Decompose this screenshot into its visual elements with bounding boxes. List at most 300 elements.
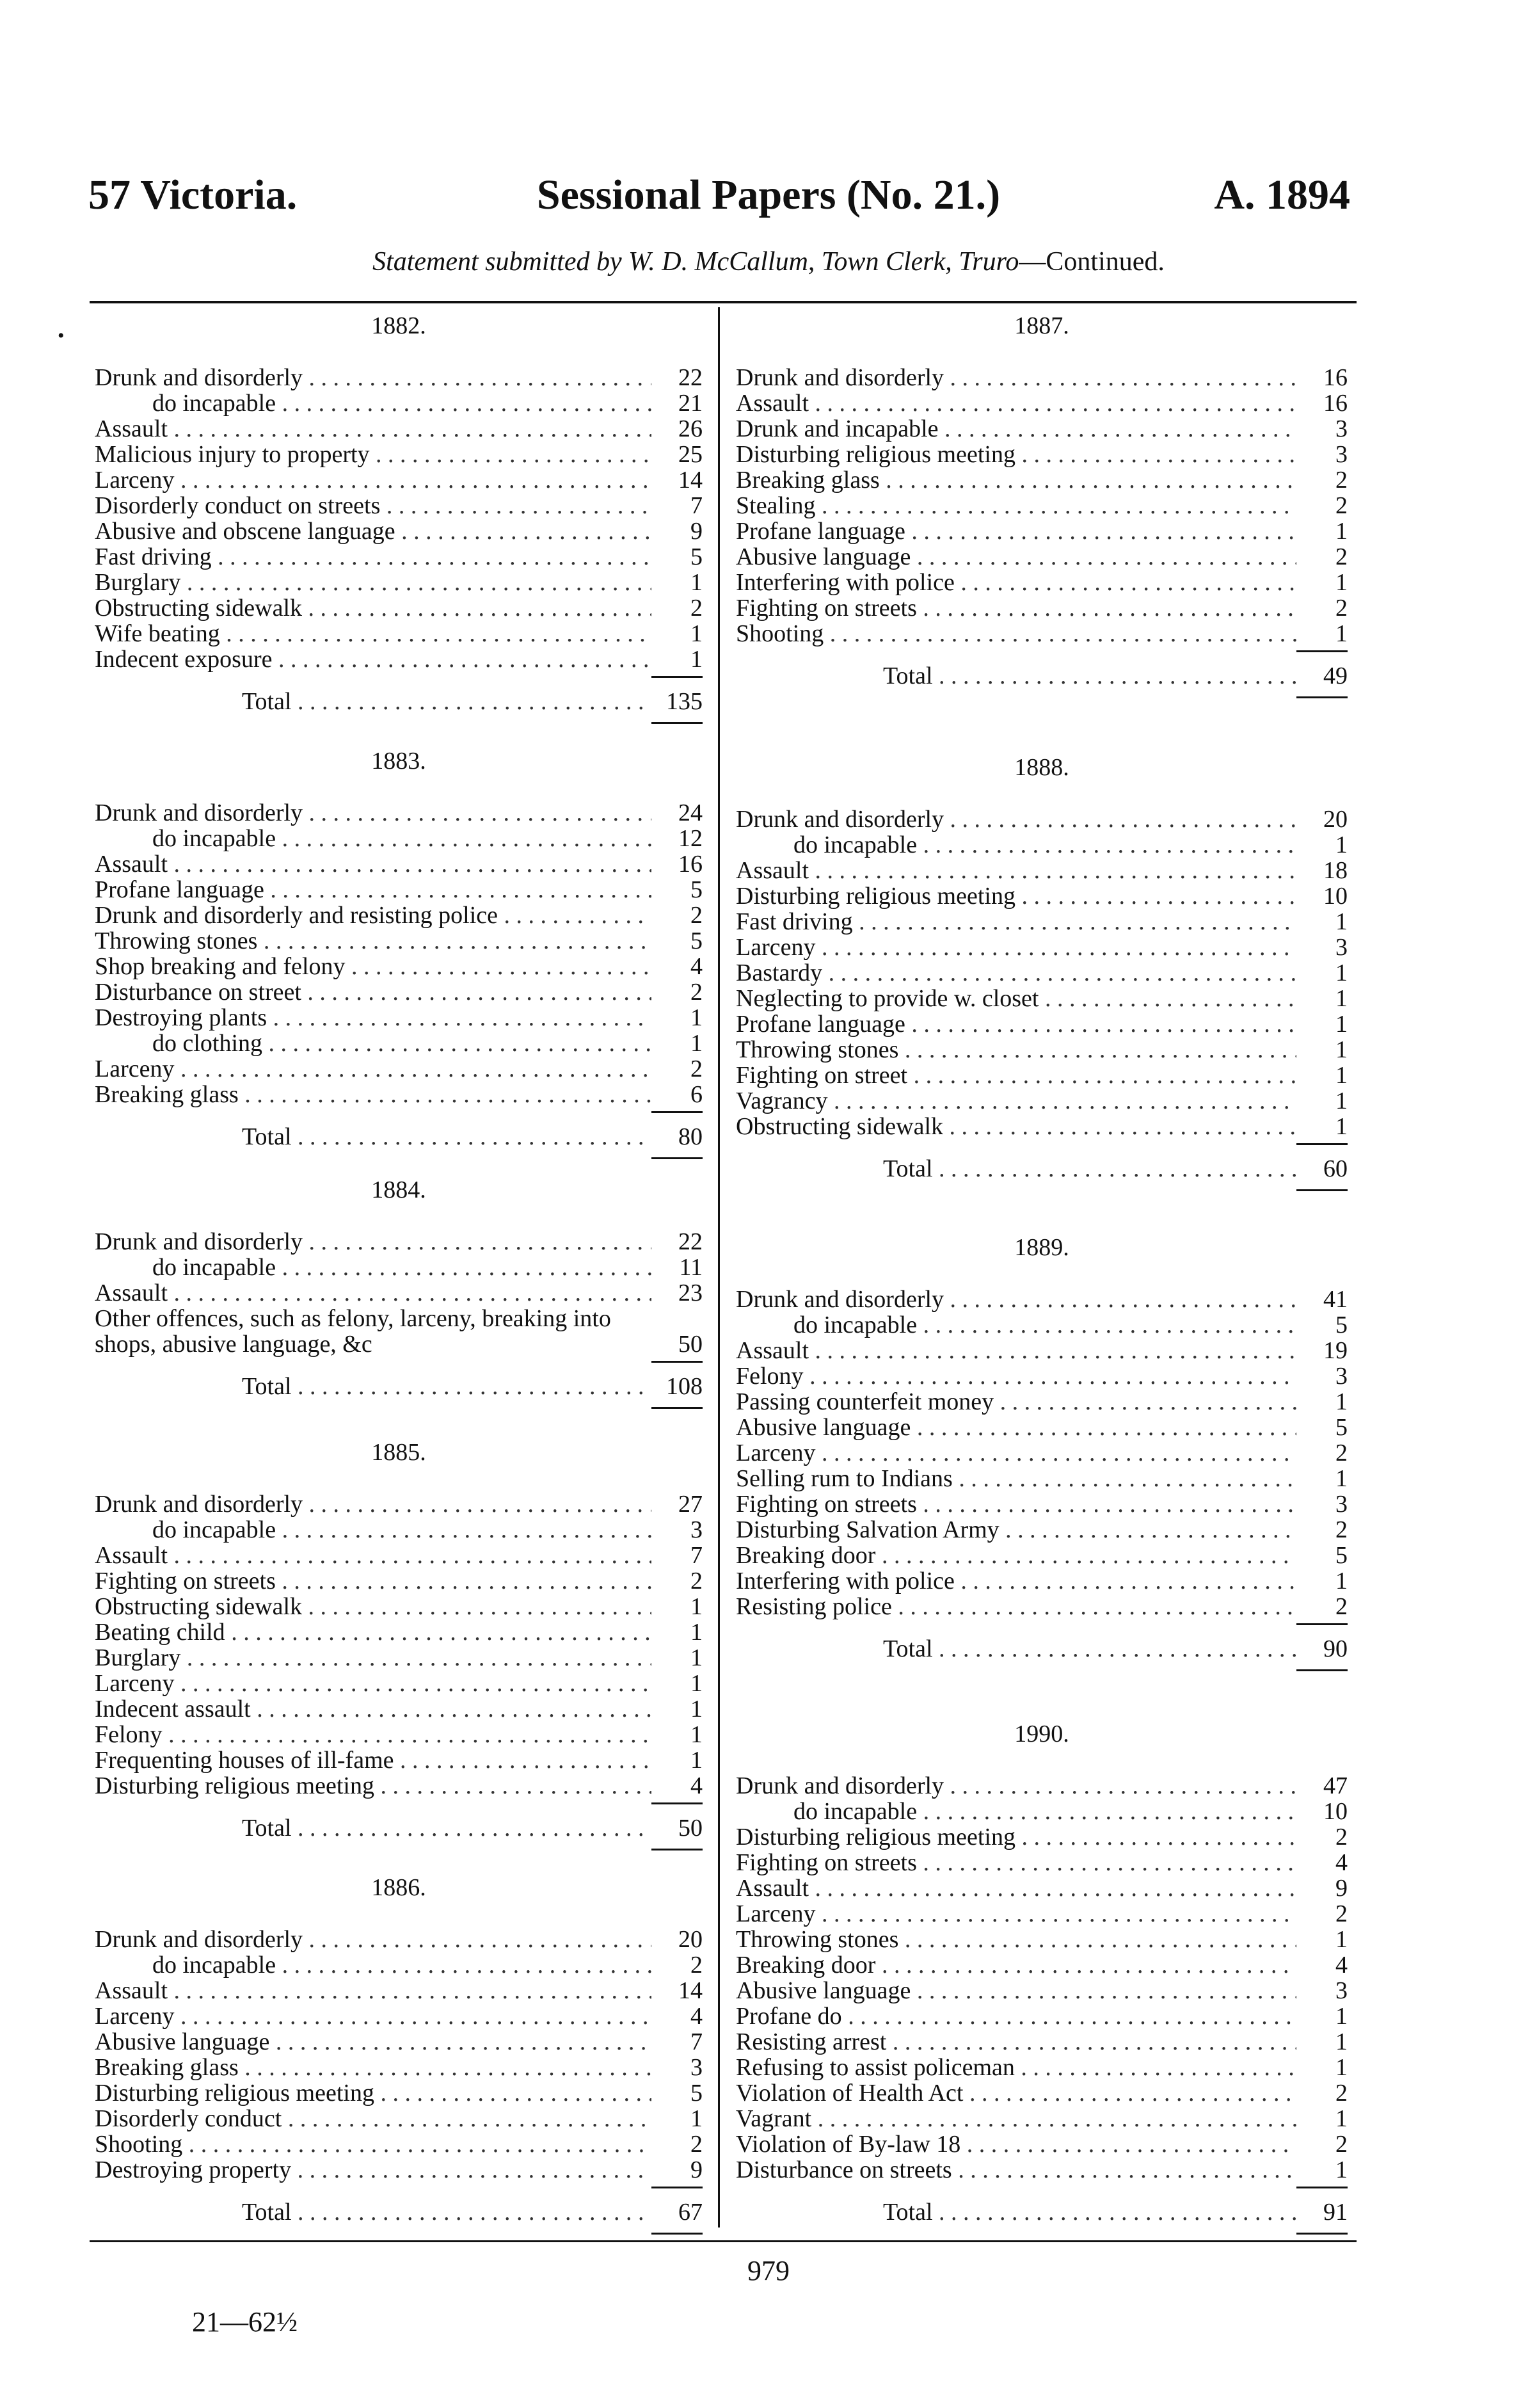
offence-row [95, 1773, 703, 1799]
offence-row [95, 1645, 703, 1671]
offence-row [736, 2080, 1348, 2106]
offence-label: Wife beating . . . [95, 621, 651, 646]
offence-label: Disturbing religious meeting . . . [736, 1824, 1296, 1850]
total-value: 135 [666, 689, 703, 714]
offence-row [95, 1568, 703, 1594]
offence-row [736, 1491, 1348, 1517]
offence-count: 2 [1335, 1901, 1348, 1927]
offence-count: 16 [1323, 365, 1348, 390]
offence-row [736, 1594, 1348, 1619]
offence-count: 2 [1335, 1824, 1348, 1850]
offence-label: Profane language . . . [95, 877, 651, 903]
offence-label: Obstructing sidewalk . . . [95, 595, 651, 621]
header-year: A. 1894 [1214, 172, 1350, 218]
offence-row [95, 2029, 703, 2055]
offence-row [736, 2157, 1348, 2183]
offence-count: 22 [678, 365, 703, 390]
offence-count: 1 [690, 1619, 703, 1645]
offence-label: Drunk and disorderly . . . [736, 807, 1296, 832]
offence-count: 7 [690, 493, 703, 518]
total-row [95, 2199, 703, 2225]
offence-row [736, 1063, 1348, 1088]
offence-label: Drunk and disorderly . . . [736, 1773, 1296, 1799]
offence-count: 1 [1335, 1568, 1348, 1594]
offence-count: 2 [690, 1056, 703, 1082]
offence-row [736, 1824, 1348, 1850]
offence-label: Breaking glass . . . [95, 2055, 651, 2080]
offence-label: do incapable . . . [95, 390, 651, 416]
offence-row [736, 986, 1348, 1011]
offence-count: 12 [678, 826, 703, 851]
offence-row [95, 442, 703, 467]
offence-label: Fighting on streets . . . [95, 1568, 651, 1594]
offence-count: 1 [1335, 1063, 1348, 1088]
total-rule [1296, 1189, 1348, 1191]
offence-label: Assault . . . [95, 416, 651, 442]
offence-label: do incapable . . . [95, 1517, 651, 1543]
offence-count: 3 [1335, 442, 1348, 467]
offence-label: do incapable . . . [95, 1952, 651, 1978]
offence-count: 2 [1335, 1517, 1348, 1543]
offence-count: 23 [678, 1280, 703, 1306]
offence-row [736, 544, 1348, 570]
offence-label: Interfering with police . . . [736, 570, 1296, 595]
sum-rule [651, 1111, 703, 1113]
offence-label: Abusive language . . . [736, 544, 1296, 570]
year-heading: 1885. [371, 1439, 426, 1466]
offence-row [95, 595, 703, 621]
offence-count: 1 [1335, 1088, 1348, 1114]
offence-label: Vagrancy . . . [736, 1088, 1296, 1114]
offence-label: Larceny . . . [736, 1440, 1296, 1466]
total-value: 91 [1323, 2199, 1348, 2225]
offence-count: 1 [690, 1005, 703, 1031]
offence-count: 1 [690, 1696, 703, 1722]
year-heading: 1882. [371, 312, 426, 339]
statement-subtitle [0, 248, 1537, 275]
offence-row [736, 883, 1348, 909]
offence-row [736, 1850, 1348, 1875]
offence-row [736, 621, 1348, 646]
offence-count: 25 [678, 442, 703, 467]
offence-row [95, 2106, 703, 2131]
offence-label: Obstructing sidewalk . . . [95, 1594, 651, 1619]
offence-row [95, 1696, 703, 1722]
bullet-mark: • [58, 325, 65, 346]
offence-count: 1 [690, 621, 703, 646]
offence-label: Larceny . . . [95, 467, 651, 493]
offence-label: Assault . . . [736, 858, 1296, 883]
offence-count: 1 [690, 1722, 703, 1747]
offence-row [95, 544, 703, 570]
offence-label: Throwing stones . . . [95, 928, 651, 954]
offence-row [95, 1722, 703, 1747]
offence-row [736, 1088, 1348, 1114]
offence-row [95, 877, 703, 903]
offence-label: Disturbing religious meeting . . . [95, 1773, 651, 1799]
offence-count: 1 [1335, 570, 1348, 595]
offence-count: 1 [690, 1594, 703, 1619]
offence-row [736, 570, 1348, 595]
offence-label: Breaking door . . . [736, 1543, 1296, 1568]
offence-row [736, 807, 1348, 832]
offence-label: Disturbance on streets . . . [736, 2157, 1296, 2183]
offence-label: Assault . . . [95, 1543, 651, 1568]
offence-label: Selling rum to Indians . . . [736, 1466, 1296, 1491]
offence-row [736, 1037, 1348, 1063]
offence-count: 5 [1335, 1543, 1348, 1568]
offence-count: 3 [690, 1517, 703, 1543]
offence-row [95, 1255, 703, 1280]
offence-count: 2 [690, 1568, 703, 1594]
total-label: Total . . . [95, 689, 651, 714]
year-heading: 1884. [371, 1176, 426, 1203]
offence-count: 2 [1335, 544, 1348, 570]
offence-label: Indecent assault . . . [95, 1696, 651, 1722]
offence-row [736, 1287, 1348, 1312]
total-label: Total . . . [95, 1124, 651, 1150]
offence-count: 1 [690, 570, 703, 595]
offence-count: 21 [678, 390, 703, 416]
offence-label: Larceny . . . [95, 2003, 651, 2029]
offence-row [95, 2157, 703, 2183]
offence-label: Burglary . . . [95, 570, 651, 595]
offence-row [736, 1568, 1348, 1594]
offence-row [736, 416, 1348, 442]
offence-row [95, 1082, 703, 1107]
total-label: Total . . . [95, 1374, 651, 1399]
offence-label: Fast driving . . . [95, 544, 651, 570]
offence-count: 2 [1335, 2080, 1348, 2106]
offence-label: Malicious injury to property . . . [95, 442, 651, 467]
offence-count: 1 [690, 2106, 703, 2131]
offence-label: Throwing stones . . . [736, 1037, 1296, 1063]
offence-count: 1 [1335, 1466, 1348, 1491]
offence-label: Abusive language . . . [736, 1415, 1296, 1440]
offence-label: Breaking door . . . [736, 1952, 1296, 1978]
offence-label: Bastardy . . . [736, 960, 1296, 986]
offence-row [95, 1491, 703, 1517]
offence-count: 3 [1335, 1491, 1348, 1517]
offence-count: 7 [690, 1543, 703, 1568]
offence-row [95, 800, 703, 826]
offence-row [736, 365, 1348, 390]
offence-count: 1 [1335, 2029, 1348, 2055]
offence-row [736, 960, 1348, 986]
total-value: 108 [666, 1374, 703, 1399]
offence-count: 2 [690, 2131, 703, 2157]
offence-label: do incapable . . . [95, 826, 651, 851]
total-row [95, 1374, 703, 1399]
sum-rule [651, 2187, 703, 2188]
offence-label: Profane do . . . [736, 2003, 1296, 2029]
offence-label: Disorderly conduct on streets . . . [95, 493, 651, 518]
offence-count: 18 [1323, 858, 1348, 883]
offence-row [95, 826, 703, 851]
bottom-rule [90, 2240, 1357, 2242]
offence-row [95, 1952, 703, 1978]
offence-count: 1 [1335, 621, 1348, 646]
offence-count: 50 [678, 1331, 703, 1357]
offence-label: Disturbing Salvation Army . . . [736, 1517, 1296, 1543]
offence-count: 20 [678, 1927, 703, 1952]
offence-count: 1 [1335, 909, 1348, 935]
offence-count: 2 [1335, 493, 1348, 518]
offence-row [736, 935, 1348, 960]
offence-label: Larceny . . . [736, 1901, 1296, 1927]
offence-count: 2 [1335, 595, 1348, 621]
offence-count: 2 [1335, 467, 1348, 493]
total-value: 90 [1323, 1636, 1348, 1662]
offence-row [736, 1901, 1348, 1927]
offence-count: 2 [690, 1952, 703, 1978]
offence-row [95, 1005, 703, 1031]
header-title: Sessional Papers (No. 21.) [536, 172, 1001, 218]
offence-count: 5 [690, 544, 703, 570]
offence-count: 5 [690, 928, 703, 954]
total-row [736, 2199, 1348, 2225]
total-label: Total . . . [736, 1156, 1296, 1182]
sum-rule [1296, 2187, 1348, 2188]
offence-row [95, 390, 703, 416]
offence-count: 2 [690, 903, 703, 928]
offence-row [736, 2131, 1348, 2157]
offence-count: 5 [690, 2080, 703, 2106]
offence-count: 1 [1335, 1011, 1348, 1037]
sum-rule [1296, 650, 1348, 652]
offence-count: 47 [1323, 1773, 1348, 1799]
total-rule [651, 722, 703, 724]
year-heading: 1887. [1014, 312, 1069, 339]
offence-label: Assault . . . [95, 1978, 651, 2003]
total-rule [651, 1407, 703, 1409]
offence-count: 22 [678, 1229, 703, 1255]
offence-row [95, 903, 703, 928]
offence-row [95, 621, 703, 646]
offence-label: Fighting on streets . . . [736, 595, 1296, 621]
offence-count: 3 [1335, 1978, 1348, 2003]
offence-row [736, 1440, 1348, 1466]
offence-count: 16 [1323, 390, 1348, 416]
offence-label: Drunk and disorderly and resisting police . . . [95, 903, 651, 928]
offence-count: 14 [678, 1978, 703, 2003]
offence-label: Abusive language . . . [95, 2029, 651, 2055]
offence-row [736, 595, 1348, 621]
offence-row [736, 1773, 1348, 1799]
offence-count: 4 [1335, 1952, 1348, 1978]
total-row [736, 1636, 1348, 1662]
total-rule [651, 1157, 703, 1159]
total-row [736, 663, 1348, 689]
top-rule [90, 301, 1357, 303]
offence-label: Profane language . . . [736, 1011, 1296, 1037]
offence-label: do clothing . . . [95, 1031, 651, 1056]
offence-row [736, 2106, 1348, 2131]
total-rule [1296, 2233, 1348, 2235]
offence-row [95, 2055, 703, 2080]
sum-rule [651, 1802, 703, 1804]
offence-row [736, 1517, 1348, 1543]
offence-label: Fighting on streets . . . [736, 1491, 1296, 1517]
offence-label: Throwing stones . . . [736, 1927, 1296, 1952]
offence-label: Interfering with police . . . [736, 1568, 1296, 1594]
offence-label: Drunk and disorderly . . . [736, 1287, 1296, 1312]
offence-row [95, 1280, 703, 1306]
offence-label: Drunk and disorderly . . . [95, 1491, 651, 1517]
offence-label: Disturbance on street . . . [95, 979, 651, 1005]
offence-count: 11 [679, 1255, 703, 1280]
offence-count: 2 [1335, 1594, 1348, 1619]
total-value: 60 [1323, 1156, 1348, 1182]
offence-row [736, 1978, 1348, 2003]
offence-row [95, 1978, 703, 2003]
offence-row [736, 2055, 1348, 2080]
offence-row [95, 1619, 703, 1645]
offence-row [95, 928, 703, 954]
signature-mark: 21—62½ [192, 2306, 298, 2338]
offence-label: Fighting on street . . . [736, 1063, 1296, 1088]
offence-row [736, 1338, 1348, 1363]
offence-count: 1 [1335, 986, 1348, 1011]
sum-rule [1296, 1623, 1348, 1625]
offence-label: Fast driving . . . [736, 909, 1296, 935]
offence-count: 10 [1323, 1799, 1348, 1824]
offence-row [736, 390, 1348, 416]
offence-label: do incapable . . . [736, 832, 1296, 858]
offence-row [736, 1011, 1348, 1037]
offence-row [736, 493, 1348, 518]
total-row [95, 689, 703, 714]
offence-count: 1 [1335, 960, 1348, 986]
offence-label: Drunk and disorderly . . . [736, 365, 1296, 390]
offence-count: 26 [678, 416, 703, 442]
offence-count: 1 [690, 1671, 703, 1696]
offence-label: Shop breaking and felony . . . [95, 954, 651, 979]
offence-label: Refusing to assist policeman . . . [736, 2055, 1296, 2080]
offence-row [95, 1517, 703, 1543]
offence-row [736, 1952, 1348, 1978]
total-row [95, 1124, 703, 1150]
offence-label: Drunk and disorderly . . . [95, 365, 651, 390]
offence-count: 4 [1335, 1850, 1348, 1875]
offence-label: Disturbing religious meeting . . . [95, 2080, 651, 2106]
offence-count: 2 [1335, 2131, 1348, 2157]
offence-row [95, 2080, 703, 2106]
offence-row [736, 858, 1348, 883]
offence-count: 1 [1335, 1389, 1348, 1415]
offence-label: Breaking glass . . . [736, 467, 1296, 493]
offence-label: Abusive and obscene language . . . [95, 518, 651, 544]
offence-row [95, 2003, 703, 2029]
offence-count: 1 [1335, 1037, 1348, 1063]
offence-label: Violation of Health Act . . . [736, 2080, 1296, 2106]
offence-label: Assault . . . [736, 390, 1296, 416]
total-rule [1296, 696, 1348, 698]
total-value: 67 [678, 2199, 703, 2225]
offence-label: Felony . . . [736, 1363, 1296, 1389]
offence-count: 1 [1335, 2003, 1348, 2029]
offence-label: Drunk and incapable . . . [736, 416, 1296, 442]
offence-count: 3 [1335, 1363, 1348, 1389]
offence-label: Stealing . . . [736, 493, 1296, 518]
offence-row [95, 1031, 703, 1056]
offence-label: Vagrant . . . [736, 2106, 1296, 2131]
offence-count: 1 [690, 646, 703, 672]
offence-count: 9 [690, 2157, 703, 2183]
offence-label: Shooting . . . [95, 2131, 651, 2157]
total-value: 50 [678, 1815, 703, 1841]
offence-count: 3 [690, 2055, 703, 2080]
offence-row [736, 1363, 1348, 1389]
offence-label: Frequenting houses of ill-fame . . . [95, 1747, 651, 1773]
offence-label: Passing counterfeit money . . . [736, 1389, 1296, 1415]
header-session: 57 Victoria. [88, 172, 298, 218]
offence-count: 41 [1323, 1287, 1348, 1312]
offence-label: Breaking glass . . . [95, 1082, 651, 1107]
offence-row [95, 1543, 703, 1568]
total-label: Total . . . [95, 1815, 651, 1841]
offence-row [95, 1747, 703, 1773]
page-number: 979 [747, 2255, 790, 2286]
offence-count: 6 [690, 1082, 703, 1107]
offence-row [736, 1415, 1348, 1440]
offence-count: 9 [1335, 1875, 1348, 1901]
offence-row [95, 493, 703, 518]
sum-rule [651, 676, 703, 678]
offence-count: 1 [1335, 1114, 1348, 1139]
offence-count: 2 [690, 595, 703, 621]
total-label: Total . . . [736, 1636, 1296, 1662]
offence-count: 14 [678, 467, 703, 493]
offence-row [95, 1229, 703, 1255]
sum-rule [651, 1361, 703, 1363]
total-label: Total . . . [736, 663, 1296, 689]
offence-row [736, 1389, 1348, 1415]
offence-count: 3 [1335, 935, 1348, 960]
offence-label: Disorderly conduct . . . [95, 2106, 651, 2131]
offence-row [95, 416, 703, 442]
offence-label: Larceny . . . [95, 1671, 651, 1696]
offence-row [736, 909, 1348, 935]
total-row [95, 1815, 703, 1841]
offence-row [736, 1927, 1348, 1952]
offence-label: Assault . . . [95, 851, 651, 877]
offence-label: Drunk and disorderly . . . [95, 800, 651, 826]
offence-label: Assault . . . [736, 1875, 1296, 1901]
offence-label: Drunk and disorderly . . . [95, 1229, 651, 1255]
offence-count: 1 [690, 1645, 703, 1671]
offence-label: Assault . . . [736, 1338, 1296, 1363]
offence-count: 1 [690, 1031, 703, 1056]
offence-count: 1 [1335, 518, 1348, 544]
offence-row [95, 518, 703, 544]
offence-row [95, 646, 703, 672]
offence-count: 9 [690, 518, 703, 544]
year-heading: 1888. [1014, 754, 1069, 781]
offence-count: 1 [1335, 832, 1348, 858]
offence-count: 24 [678, 800, 703, 826]
offence-count: 16 [678, 851, 703, 877]
year-heading: 1883. [371, 748, 426, 775]
offence-count: 1 [1335, 2106, 1348, 2131]
offence-count: 4 [690, 1773, 703, 1799]
offence-count: 5 [690, 877, 703, 903]
offence-label: Drunk and disorderly . . . [95, 1927, 651, 1952]
offence-label: Profane language . . . [736, 518, 1296, 544]
offence-row [95, 1306, 703, 1357]
offence-count: 1 [690, 1747, 703, 1773]
offence-row [95, 570, 703, 595]
